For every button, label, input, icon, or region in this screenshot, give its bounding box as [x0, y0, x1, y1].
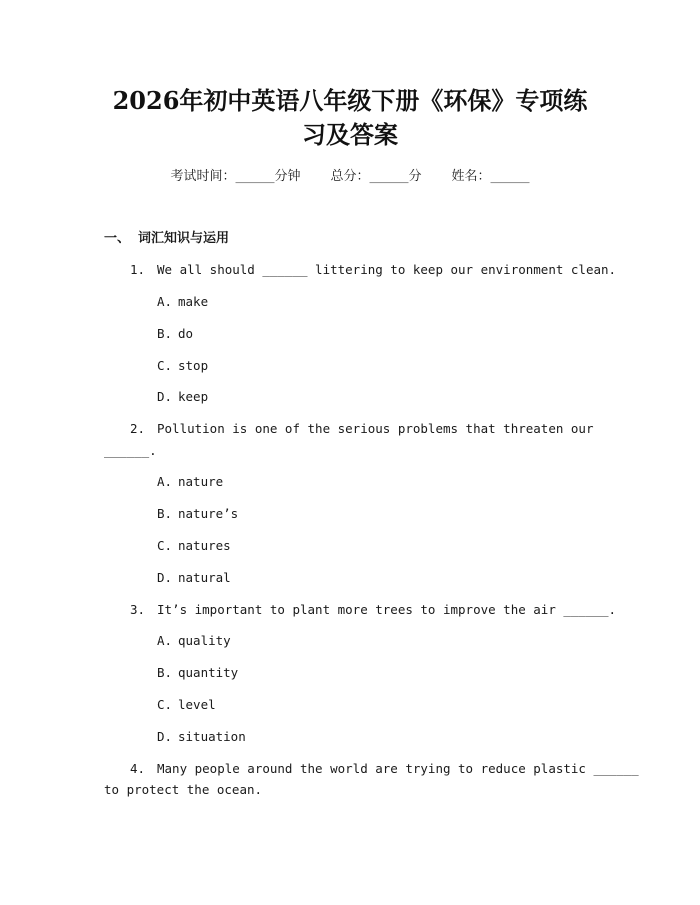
question-1-text: We all should ______ littering to keep our environment clean.: [157, 262, 617, 277]
question-1-option-c-text: stop: [178, 358, 209, 373]
question-1-option-a-letter: A.: [157, 294, 173, 309]
question-2-option-b-letter: B.: [157, 506, 173, 521]
question-2-option-b-text: nature’s: [178, 506, 239, 521]
question-1-option-d-text: keep: [178, 389, 209, 404]
question-3-option-d-text: situation: [178, 729, 246, 744]
question-1-number: 1.: [130, 262, 146, 277]
question-2-option-c-letter: C.: [157, 538, 173, 553]
question-3-option-a-text: quality: [178, 633, 231, 648]
question-3-option-d-letter: D.: [157, 729, 173, 744]
question-2-option-c-text: natures: [178, 538, 231, 553]
document-title-line2: 习及答案: [302, 120, 398, 149]
question-1-option-c-letter: C.: [157, 358, 173, 373]
question-2-option-d-text: natural: [178, 570, 231, 585]
question-2-text: Pollution is one of the serious problems that threaten our: [157, 421, 594, 436]
exam-name-field: 姓名：______: [451, 169, 530, 184]
question-2-option-a-text: nature: [178, 474, 224, 489]
section-number: 一、: [104, 231, 131, 246]
question-3-text: It’s important to plant more trees to improve the air ______.: [157, 602, 617, 617]
question-1-option-a-text: make: [178, 294, 209, 309]
section-heading: [104, 228, 229, 250]
question-3-option-b-letter: B.: [157, 665, 173, 680]
exam-info-bar: [0, 166, 700, 188]
question-3-option-a-letter: A.: [157, 633, 173, 648]
question-1-option-b-letter: B.: [157, 326, 173, 341]
exam-score-field: 总分：______分: [330, 169, 422, 184]
question-1-option-b-text: do: [178, 326, 194, 341]
question-4-text: Many people around the world are trying to reduce plastic ______: [157, 761, 639, 776]
question-4-number: 4.: [130, 761, 146, 776]
document-title-line1: 2026年初中英语八年级下册《环保》专项练: [112, 86, 588, 115]
question-3-option-b-text: quantity: [178, 665, 239, 680]
question-3-number: 3.: [130, 602, 146, 617]
section-title: 词汇知识与运用: [138, 231, 230, 246]
question-3-option-c-letter: C.: [157, 697, 173, 712]
question-4-text-continued: to protect the ocean.: [104, 782, 263, 797]
question-2-option-a-letter: A.: [157, 474, 173, 489]
question-3-option-c-text: level: [178, 697, 216, 712]
question-2-text-continued: ______.: [104, 443, 157, 458]
question-2-option-d-letter: D.: [157, 570, 173, 585]
exam-time-field: 考试时间：______分钟: [170, 169, 301, 184]
question-1-option-d-letter: D.: [157, 389, 173, 404]
question-2-number: 2.: [130, 421, 146, 436]
